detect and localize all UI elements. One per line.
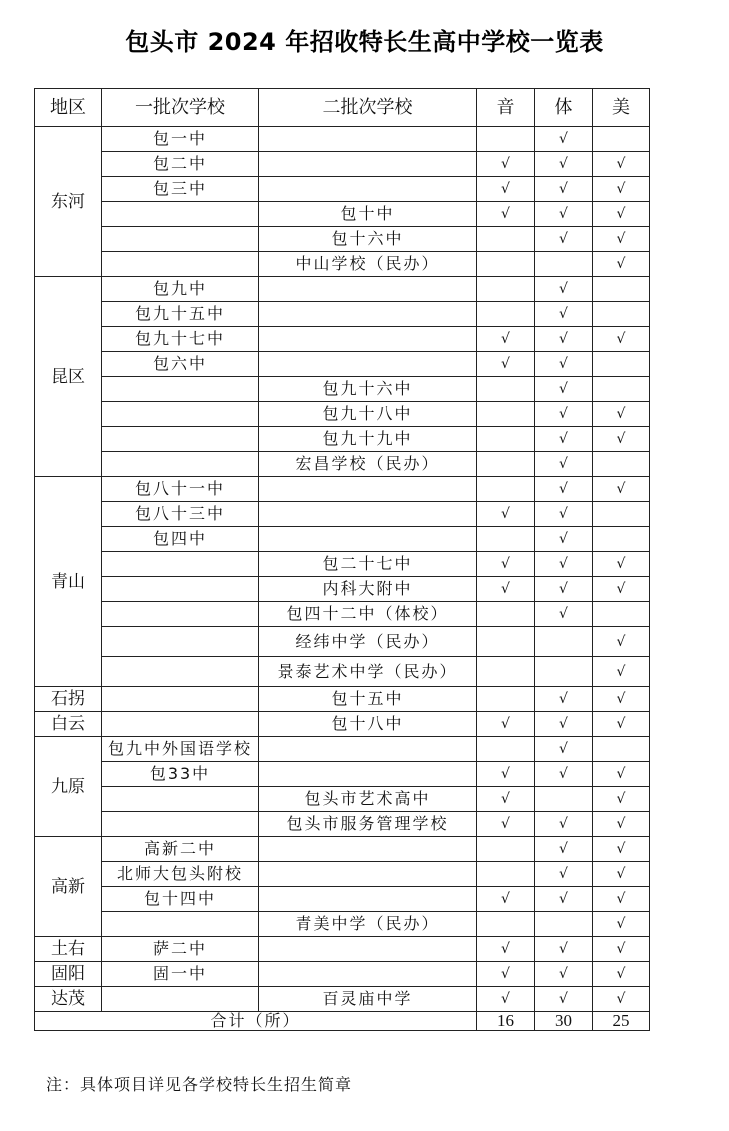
- total-art: 25: [593, 1012, 650, 1031]
- art-check: √: [593, 657, 650, 687]
- second-batch-school: 包九十六中: [259, 377, 477, 402]
- art-check: √: [593, 887, 650, 912]
- sports-check: √: [535, 602, 593, 627]
- table-row: [35, 177, 650, 202]
- first-batch-school: [102, 987, 259, 1012]
- first-batch-school: [102, 402, 259, 427]
- art-check: √: [593, 177, 650, 202]
- header-art: 美: [593, 89, 650, 127]
- music-check: [477, 127, 535, 152]
- music-check: √: [477, 152, 535, 177]
- music-check: [477, 452, 535, 477]
- sports-check: [535, 657, 593, 687]
- page-title: 包头市 2024 年招收特长生高中学校一览表: [125, 28, 604, 56]
- header-music: 音: [477, 89, 535, 127]
- sports-check: √: [535, 127, 593, 152]
- first-batch-school: 包十四中: [102, 887, 259, 912]
- second-batch-school: 景泰艺术中学（民办）: [259, 657, 477, 687]
- table-row: [35, 452, 650, 477]
- art-check: √: [593, 987, 650, 1012]
- music-check: [477, 527, 535, 552]
- first-batch-school: [102, 812, 259, 837]
- district-cell: 白云: [35, 712, 102, 737]
- district-cell: 东河: [35, 127, 102, 277]
- sports-check: √: [535, 737, 593, 762]
- first-batch-school: 包八十三中: [102, 502, 259, 527]
- second-batch-school: 宏昌学校（民办）: [259, 452, 477, 477]
- music-check: [477, 837, 535, 862]
- first-batch-school: 包一中: [102, 127, 259, 152]
- district-cell: 昆区: [35, 277, 102, 477]
- art-check: √: [593, 862, 650, 887]
- art-check: √: [593, 962, 650, 987]
- second-batch-school: 百灵庙中学: [259, 987, 477, 1012]
- table-body: [35, 127, 650, 1012]
- table-row: [35, 787, 650, 812]
- music-check: √: [477, 327, 535, 352]
- first-batch-school: 包九中: [102, 277, 259, 302]
- first-batch-school: [102, 552, 259, 577]
- sports-check: √: [535, 812, 593, 837]
- second-batch-school: [259, 962, 477, 987]
- sports-check: [535, 912, 593, 937]
- first-batch-school: 包九十五中: [102, 302, 259, 327]
- second-batch-school: [259, 862, 477, 887]
- table-row: [35, 837, 650, 862]
- totals-row: [35, 1012, 650, 1031]
- music-check: [477, 227, 535, 252]
- art-check: [593, 527, 650, 552]
- art-check: √: [593, 762, 650, 787]
- first-batch-school: [102, 687, 259, 712]
- music-check: [477, 402, 535, 427]
- totals-label: 合计（所）: [35, 1012, 477, 1031]
- second-batch-school: [259, 302, 477, 327]
- first-batch-school: 包三中: [102, 177, 259, 202]
- first-batch-school: [102, 712, 259, 737]
- sports-check: √: [535, 712, 593, 737]
- art-check: [593, 452, 650, 477]
- table-row: [35, 987, 650, 1012]
- art-check: √: [593, 837, 650, 862]
- table-row: [35, 402, 650, 427]
- music-check: √: [477, 352, 535, 377]
- art-check: [593, 377, 650, 402]
- sports-check: √: [535, 837, 593, 862]
- music-check: [477, 862, 535, 887]
- sports-check: √: [535, 452, 593, 477]
- table-row: [35, 737, 650, 762]
- sports-check: √: [535, 377, 593, 402]
- table-row: [35, 687, 650, 712]
- second-batch-school: 包九十八中: [259, 402, 477, 427]
- district-cell: 高新: [35, 837, 102, 937]
- sports-check: [535, 627, 593, 657]
- first-batch-school: 包二中: [102, 152, 259, 177]
- sports-check: √: [535, 762, 593, 787]
- second-batch-school: 包十六中: [259, 227, 477, 252]
- second-batch-school: 包头市艺术高中: [259, 787, 477, 812]
- table-row: [35, 602, 650, 627]
- second-batch-school: [259, 177, 477, 202]
- second-batch-school: [259, 277, 477, 302]
- first-batch-school: [102, 427, 259, 452]
- table-row: [35, 202, 650, 227]
- sports-check: √: [535, 987, 593, 1012]
- first-batch-school: [102, 452, 259, 477]
- first-batch-school: [102, 577, 259, 602]
- table-row: [35, 937, 650, 962]
- second-batch-school: [259, 152, 477, 177]
- art-check: √: [593, 202, 650, 227]
- second-batch-school: 中山学校（民办）: [259, 252, 477, 277]
- second-batch-school: [259, 127, 477, 152]
- table-row: [35, 862, 650, 887]
- art-check: √: [593, 327, 650, 352]
- music-check: [477, 252, 535, 277]
- art-check: [593, 602, 650, 627]
- art-check: √: [593, 912, 650, 937]
- second-batch-school: [259, 327, 477, 352]
- sports-check: √: [535, 327, 593, 352]
- sports-check: √: [535, 937, 593, 962]
- second-batch-school: [259, 502, 477, 527]
- sports-check: √: [535, 962, 593, 987]
- header-second-batch: 二批次学校: [259, 89, 477, 127]
- music-check: √: [477, 577, 535, 602]
- sports-check: [535, 787, 593, 812]
- first-batch-school: 包六中: [102, 352, 259, 377]
- table-row: [35, 227, 650, 252]
- footnote: 注：具体项目详见各学校特长生招生简章: [46, 1075, 353, 1094]
- district-cell: 达茂: [35, 987, 102, 1012]
- sports-check: √: [535, 227, 593, 252]
- first-batch-school: 包四中: [102, 527, 259, 552]
- music-check: √: [477, 177, 535, 202]
- art-check: [593, 502, 650, 527]
- table-row: [35, 887, 650, 912]
- sports-check: √: [535, 862, 593, 887]
- music-check: [477, 302, 535, 327]
- second-batch-school: 包九十九中: [259, 427, 477, 452]
- second-batch-school: [259, 937, 477, 962]
- table-row: [35, 712, 650, 737]
- second-batch-school: [259, 527, 477, 552]
- second-batch-school: 包十中: [259, 202, 477, 227]
- second-batch-school: 包二十七中: [259, 552, 477, 577]
- music-check: √: [477, 812, 535, 837]
- music-check: √: [477, 762, 535, 787]
- table-row: [35, 352, 650, 377]
- sports-check: √: [535, 177, 593, 202]
- music-check: √: [477, 552, 535, 577]
- art-check: [593, 352, 650, 377]
- sports-check: √: [535, 527, 593, 552]
- sports-check: √: [535, 402, 593, 427]
- art-check: √: [593, 712, 650, 737]
- first-batch-school: [102, 627, 259, 657]
- table-row: [35, 812, 650, 837]
- art-check: [593, 127, 650, 152]
- table-row: [35, 502, 650, 527]
- art-check: √: [593, 152, 650, 177]
- music-check: [477, 627, 535, 657]
- schools-table: [34, 88, 650, 1031]
- music-check: [477, 687, 535, 712]
- header-row: [35, 89, 650, 127]
- total-music: 16: [477, 1012, 535, 1031]
- district-cell: 九原: [35, 737, 102, 837]
- sports-check: √: [535, 352, 593, 377]
- second-batch-school: 包四十二中（体校）: [259, 602, 477, 627]
- art-check: [593, 302, 650, 327]
- first-batch-school: [102, 377, 259, 402]
- header-district: 地区: [35, 89, 102, 127]
- music-check: √: [477, 987, 535, 1012]
- art-check: √: [593, 787, 650, 812]
- table-row: [35, 152, 650, 177]
- art-check: √: [593, 252, 650, 277]
- first-batch-school: 固一中: [102, 962, 259, 987]
- table-row: [35, 762, 650, 787]
- first-batch-school: [102, 912, 259, 937]
- district-cell: 固阳: [35, 962, 102, 987]
- music-check: [477, 477, 535, 502]
- first-batch-school: 包九中外国语学校: [102, 737, 259, 762]
- art-check: √: [593, 227, 650, 252]
- header-first-batch: 一批次学校: [102, 89, 259, 127]
- table-row: [35, 427, 650, 452]
- table-row: [35, 302, 650, 327]
- table-row: [35, 477, 650, 502]
- sports-check: √: [535, 687, 593, 712]
- second-batch-school: 包十八中: [259, 712, 477, 737]
- music-check: √: [477, 962, 535, 987]
- sports-check: √: [535, 887, 593, 912]
- second-batch-school: [259, 887, 477, 912]
- second-batch-school: [259, 837, 477, 862]
- table-row: [35, 627, 650, 657]
- second-batch-school: 包头市服务管理学校: [259, 812, 477, 837]
- table-row: [35, 552, 650, 577]
- sports-check: √: [535, 502, 593, 527]
- first-batch-school: [102, 227, 259, 252]
- sports-check: √: [535, 202, 593, 227]
- music-check: √: [477, 787, 535, 812]
- table-row: [35, 327, 650, 352]
- second-batch-school: [259, 737, 477, 762]
- second-batch-school: [259, 477, 477, 502]
- first-batch-school: 包九十七中: [102, 327, 259, 352]
- art-check: √: [593, 402, 650, 427]
- sports-check: [535, 252, 593, 277]
- art-check: √: [593, 577, 650, 602]
- art-check: √: [593, 627, 650, 657]
- art-check: √: [593, 552, 650, 577]
- table-row: [35, 127, 650, 152]
- music-check: √: [477, 712, 535, 737]
- first-batch-school: 高新二中: [102, 837, 259, 862]
- music-check: [477, 602, 535, 627]
- sports-check: √: [535, 477, 593, 502]
- second-batch-school: [259, 352, 477, 377]
- table-row: [35, 657, 650, 687]
- music-check: √: [477, 887, 535, 912]
- music-check: √: [477, 502, 535, 527]
- music-check: [477, 277, 535, 302]
- second-batch-school: 包十五中: [259, 687, 477, 712]
- table-row: [35, 377, 650, 402]
- art-check: [593, 737, 650, 762]
- district-cell: 青山: [35, 477, 102, 687]
- table-row: [35, 252, 650, 277]
- sports-check: √: [535, 552, 593, 577]
- sports-check: √: [535, 427, 593, 452]
- first-batch-school: [102, 787, 259, 812]
- first-batch-school: 萨二中: [102, 937, 259, 962]
- music-check: √: [477, 937, 535, 962]
- first-batch-school: [102, 252, 259, 277]
- music-check: [477, 427, 535, 452]
- first-batch-school: 包八十一中: [102, 477, 259, 502]
- sports-check: √: [535, 577, 593, 602]
- art-check: √: [593, 812, 650, 837]
- music-check: [477, 912, 535, 937]
- first-batch-school: 北师大包头附校: [102, 862, 259, 887]
- first-batch-school: [102, 202, 259, 227]
- art-check: √: [593, 687, 650, 712]
- table-row: [35, 527, 650, 552]
- art-check: [593, 277, 650, 302]
- art-check: √: [593, 477, 650, 502]
- music-check: √: [477, 202, 535, 227]
- total-sports: 30: [535, 1012, 593, 1031]
- first-batch-school: [102, 602, 259, 627]
- district-cell: 土右: [35, 937, 102, 962]
- district-cell: 石拐: [35, 687, 102, 712]
- music-check: [477, 657, 535, 687]
- first-batch-school: 包33中: [102, 762, 259, 787]
- table-row: [35, 577, 650, 602]
- table-row: [35, 962, 650, 987]
- music-check: [477, 737, 535, 762]
- art-check: √: [593, 427, 650, 452]
- second-batch-school: 经纬中学（民办）: [259, 627, 477, 657]
- table-row: [35, 912, 650, 937]
- art-check: √: [593, 937, 650, 962]
- first-batch-school: [102, 657, 259, 687]
- header-sports: 体: [535, 89, 593, 127]
- sports-check: √: [535, 302, 593, 327]
- second-batch-school: 内科大附中: [259, 577, 477, 602]
- sports-check: √: [535, 152, 593, 177]
- sports-check: √: [535, 277, 593, 302]
- second-batch-school: 青美中学（民办）: [259, 912, 477, 937]
- music-check: [477, 377, 535, 402]
- second-batch-school: [259, 762, 477, 787]
- table-row: [35, 277, 650, 302]
